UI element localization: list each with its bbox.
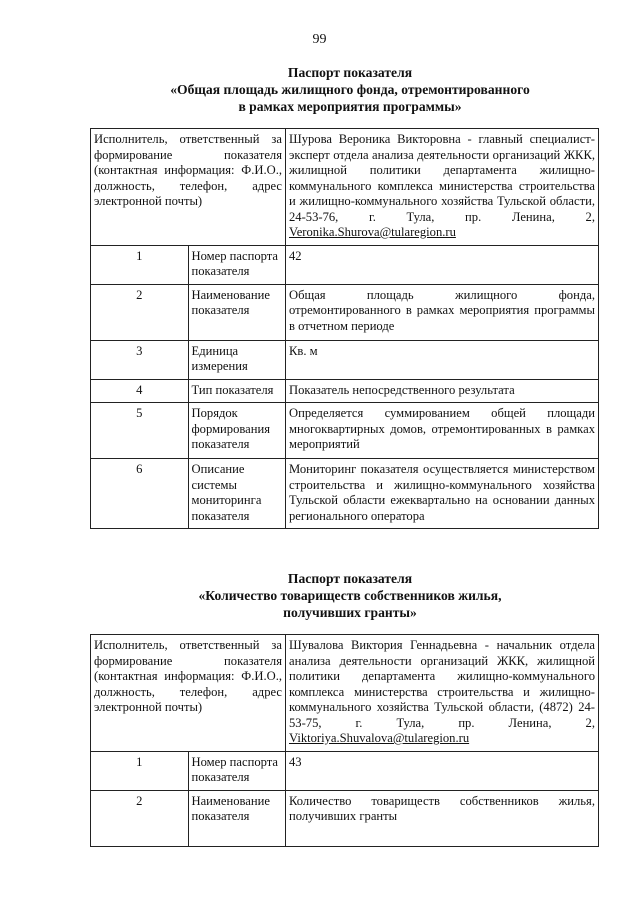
row-label: Номер паспорта показателя <box>188 751 286 790</box>
executor-value <box>286 635 599 752</box>
table-row <box>91 459 599 529</box>
passport-table-1 <box>90 128 599 529</box>
executor-text: Шурова Вероника Викторовна - главный специалист-эксперт отдела анализа деятельности организаций ЖКК, жилищной политики департамента жилищно-коммунального комплекса министерства строительства и жилищно-коммунального хозяйства Тульской области, 24-53-76, г. Тула, пр. Ленина, 2, <box>289 132 595 224</box>
row-value: Кв. м <box>286 340 599 379</box>
row-number: 1 <box>91 751 189 790</box>
row-label: Единица измерения <box>188 340 286 379</box>
page-number: 99 <box>312 32 327 47</box>
table-row <box>91 635 599 752</box>
heading-line: получивших гранты» <box>283 605 417 620</box>
executor-label: Исполнитель, ответственный за формирование показателя (контактная информация: Ф.И.О., должность, телефон, адрес электронной почты) <box>91 129 286 246</box>
executor-email-link[interactable]: Veronika.Shurova@tularegion.ru <box>289 225 456 239</box>
row-label: Номер паспорта показателя <box>188 245 286 284</box>
row-label: Наименование показателя <box>188 790 286 846</box>
row-value: 43 <box>286 751 599 790</box>
passport-heading-2 <box>70 570 630 621</box>
row-label: Описание системы мониторинга показателя <box>188 459 286 529</box>
row-number: 3 <box>91 340 189 379</box>
row-value: Определяется суммированием общей площади многоквартирных домов, отремонтированных в рамках мероприятий <box>286 403 599 459</box>
row-value: 42 <box>286 245 599 284</box>
executor-label: Исполнитель, ответственный за формирование показателя (контактная информация: Ф.И.О., должность, телефон, адрес электронной почты) <box>91 635 286 752</box>
passport-heading-1 <box>70 64 630 115</box>
table-row <box>91 284 599 340</box>
row-value: Общая площадь жилищного фонда, отремонтированного в рамках мероприятия программы в отчетном периоде <box>286 284 599 340</box>
heading-line: Паспорт показателя <box>287 571 413 586</box>
row-number: 1 <box>91 245 189 284</box>
table-row <box>91 129 599 246</box>
executor-text: Шувалова Виктория Геннадьевна - начальник отдела анализа деятельности организаций ЖКК, жилищной политики департамента жилищно-коммунального комплекса министерства строительства и жилищно-коммунального хозяйства Тульской области, (4872) 24-53-75, г. Тула, пр. Ленина, 2, <box>289 638 595 730</box>
row-label: Тип показателя <box>188 379 286 403</box>
table-row <box>91 245 599 284</box>
row-value: Количество товариществ собственников жилья, получивших гранты <box>286 790 599 846</box>
heading-line: в рамках мероприятия программы» <box>238 99 462 114</box>
row-value: Мониторинг показателя осуществляется министерством строительства и жилищно-коммунального хозяйства Тульской области ежеквартально на основании данных регионального оператора <box>286 459 599 529</box>
executor-email-link[interactable]: Viktoriya.Shuvalova@tularegion.ru <box>289 731 470 745</box>
row-number: 4 <box>91 379 189 403</box>
table-row <box>91 790 599 846</box>
row-label: Наименование показателя <box>188 284 286 340</box>
row-number: 6 <box>91 459 189 529</box>
row-number: 5 <box>91 403 189 459</box>
table-row <box>91 340 599 379</box>
table-row <box>91 751 599 790</box>
heading-line: «Общая площадь жилищного фонда, отремонтированного <box>170 82 530 97</box>
executor-value <box>286 129 599 246</box>
heading-line: Паспорт показателя <box>287 65 413 80</box>
row-number: 2 <box>91 284 189 340</box>
heading-line: «Количество товариществ собственников жилья, <box>198 588 502 603</box>
table-row <box>91 379 599 403</box>
row-value: Показатель непосредственного результата <box>286 379 599 403</box>
passport-table-2 <box>90 634 599 847</box>
row-label: Порядок формирования показателя <box>188 403 286 459</box>
table-row <box>91 403 599 459</box>
row-number: 2 <box>91 790 189 846</box>
